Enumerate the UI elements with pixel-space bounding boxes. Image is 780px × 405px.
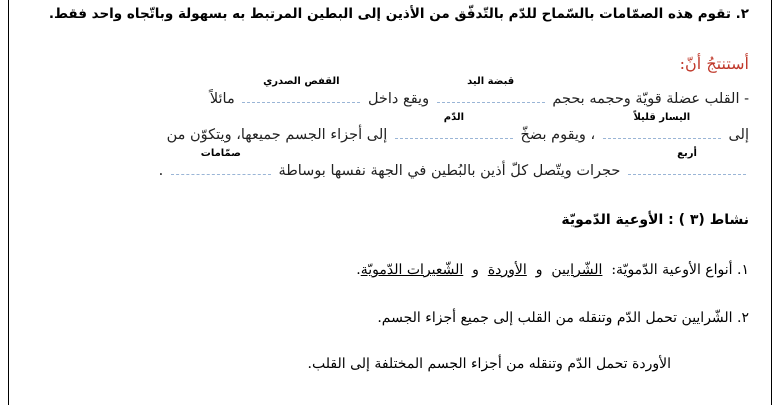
question-1 [356,262,749,278]
text-segment: إلى أجزاء الجسم جميعها، ويتكوّن من [166,127,388,143]
text-segment: إلى [728,127,749,143]
paragraph-line-2 [166,112,749,143]
text-segment: - القلب عضلة قويّة وحجمه بحجم [552,91,749,107]
answer-text: الدّم [443,112,465,123]
document-page [8,0,772,405]
question-2: ٢. الشّرايين تحمل الدّم وتنقله من القلب إلى جميع أجزاء الجسم. [377,310,749,326]
question-3: الأوردة تحمل الدّم وتنقله من أجزاء الجسم المختلفة إلى القلب. [307,356,671,372]
paragraph-line-3 [158,148,749,179]
conjunction: و [535,262,543,278]
conjunction: و [472,262,479,278]
term-arteries: الشّرايين [551,262,603,278]
text-segment: ، ويقوم بضخّ [520,127,596,143]
q1-end: . [356,262,361,278]
q1-prefix: ١. أنواع الأوعية الدّمويّة: [611,262,749,278]
answer-blank[interactable] [242,76,360,103]
activity-title: نشاط (٣ ) : الأوعية الدّمويّة [561,212,749,228]
text-segment: ويقع داخل [367,91,430,107]
answer-blank[interactable] [437,76,545,103]
text-segment: . [158,163,164,179]
answer-text: اليسار قليلاً [633,112,691,123]
intro-line: ٢. تقوم هذه الصمّامات بالسّماح للدّم بالتّدفّق من الأذين إلى البطين المرتبط به بسهولة وباتّجاه واحد فقط. [48,6,749,22]
answer-text: أربع [677,148,697,159]
answer-blank[interactable] [395,112,513,139]
paragraph-line-1 [209,76,749,107]
term-capillaries: الشّعيرات الدّمويّة [360,262,464,278]
conclude-heading: أستنتجُ أنّ: [679,54,749,73]
answer-text: قبضة اليد [467,76,515,87]
text-segment: حجرات ويتّصل كلّ أذين بالبُطين في الجهة نفسها بوساطة [278,163,621,179]
answer-blank[interactable] [171,148,271,175]
answer-blank[interactable] [628,148,746,175]
answer-blank[interactable] [603,112,721,139]
text-segment: مائلاً [209,91,235,107]
term-veins: الأوردة [487,262,527,278]
answer-text: صمّامات [200,148,241,159]
answer-text: القفص الصدري [263,76,340,87]
